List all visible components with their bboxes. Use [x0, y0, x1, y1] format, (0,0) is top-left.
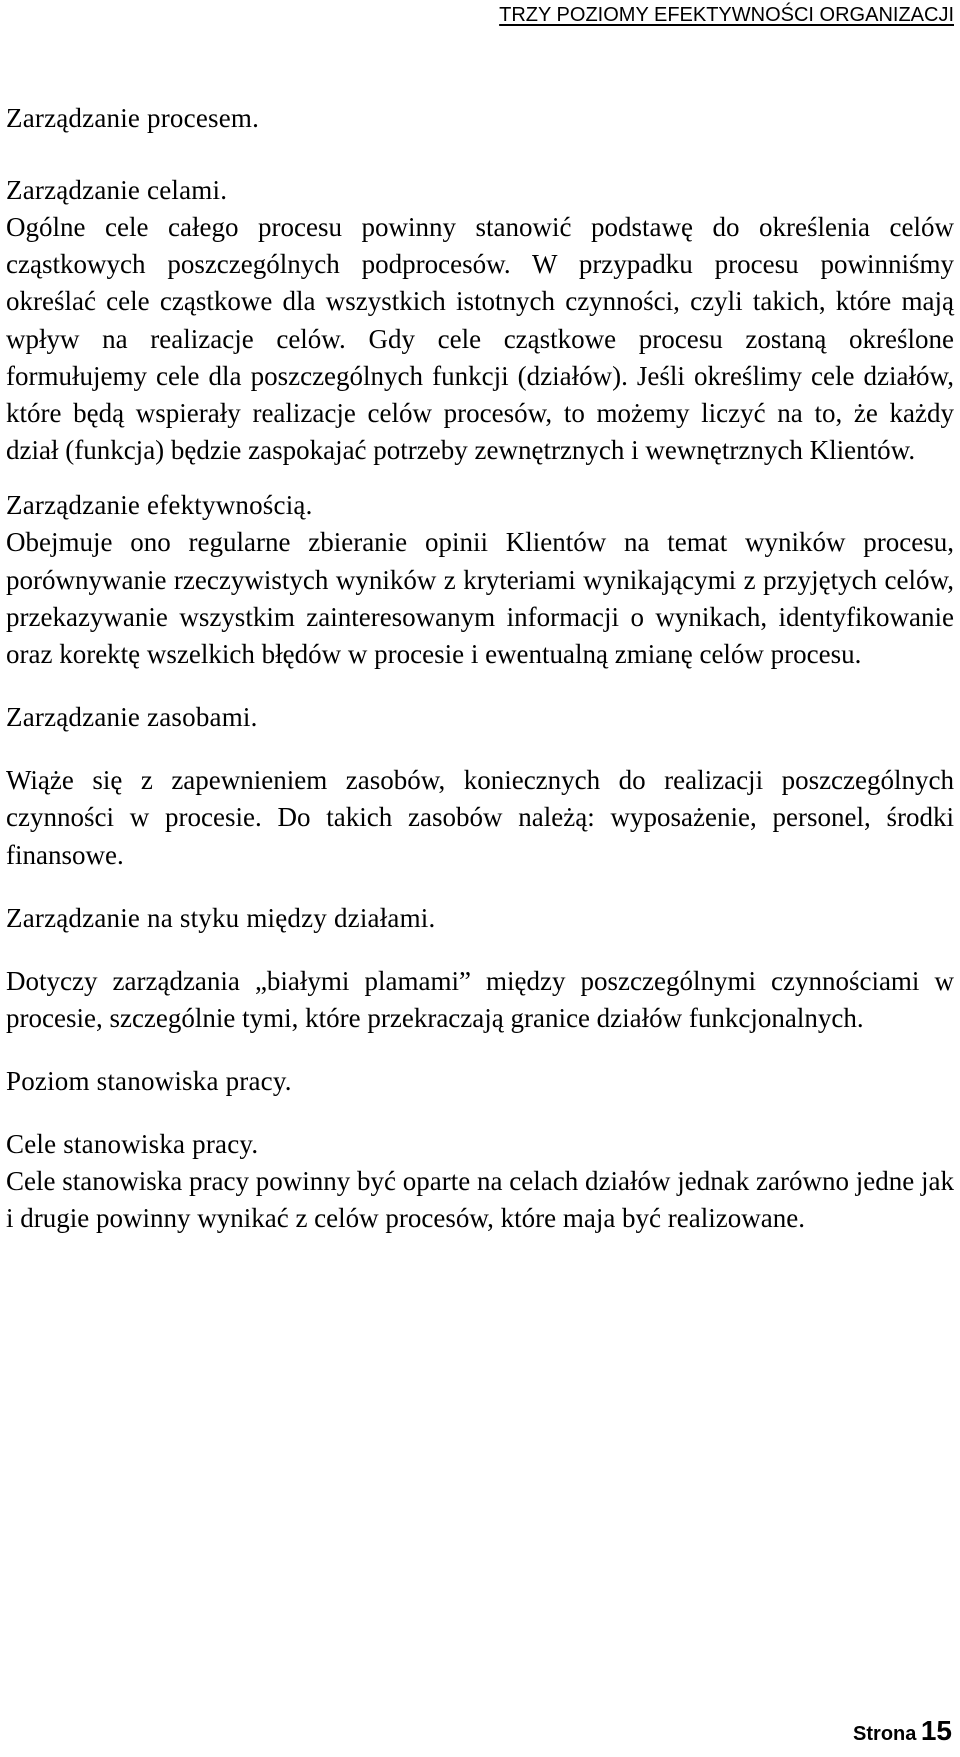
page-number: 15 — [920, 1715, 952, 1746]
heading-process-management: Zarządzanie procesem. — [6, 103, 260, 133]
running-header: TRZY POZIOMY EFEKTYWNOŚCI ORGANIZACJI — [499, 4, 954, 26]
paragraph-resource-management: Wiąże się z zapewnieniem zasobów, koniecznych do realizacji poszczególnych czynności w procesie. Do takich zasobów należą: wyposażenie, personel, środki finansowe. — [6, 765, 954, 870]
heading-workstation-goals: Cele stanowiska pracy. — [6, 1129, 259, 1160]
heading-goal-management: Zarządzanie celami. — [6, 175, 228, 205]
paragraph-interface-management: Dotyczy zarządzania „białymi plamami” między poszczególnymi czynnościami w procesie, szczególnie tymi, które przekraczają granice działów funkcjonalnych. — [6, 965, 954, 1034]
paragraph-efficiency-management: Obejmuje ono regularne zbieranie opinii Klientów na temat wyników procesu, porównywanie rzeczywistych wyników z kryteriami wynikającymi z przyjętych celów, przekazywanie wszystkim zainteresowanym informacji o wynikach, identyfikowanie oraz korektę wszelkich błędów w procesie i ewentualną zmianę celów procesu. — [6, 527, 954, 670]
heading-resource-management: Zarządzanie zasobami. — [6, 702, 258, 733]
page-label: Strona — [853, 1723, 917, 1745]
heading-efficiency-management: Zarządzanie efektywnością. — [6, 490, 313, 521]
document-body — [6, 100, 954, 1238]
paragraph-goal-management: Ogólne cele całego procesu powinny stanowić podstawę do określenia celów cząstkowych poszczególnych podprocesów. W przypadku procesu powinniśmy określać cele cząstkowe dla wszystkich istotnych czynności, czyli takich, które mają wpływ na realizacje celów. Gdy cele cząstkowe procesu zostaną określone formułujemy cele dla poszczególnych funkcji (działów). Jeśli określimy cele działów, które będą wspierały realizacje celów procesów, to możemy liczyć na to, że każdy dział (funkcja) będzie zaspokajać potrzeby zewnętrznych i wewnętrznych Klientów. — [6, 212, 954, 466]
paragraph-workstation-goals: Cele stanowiska pracy powinny być oparte na celach działów jednak zarówno jedne jak i drugie powinny wynikać z celów procesów, które maja być realizowane. — [6, 1166, 954, 1234]
heading-workstation-level: Poziom stanowiska pracy. — [6, 1066, 292, 1097]
heading-interface-management: Zarządzanie na styku między działami. — [6, 902, 436, 933]
page-number-footer — [853, 1715, 952, 1747]
